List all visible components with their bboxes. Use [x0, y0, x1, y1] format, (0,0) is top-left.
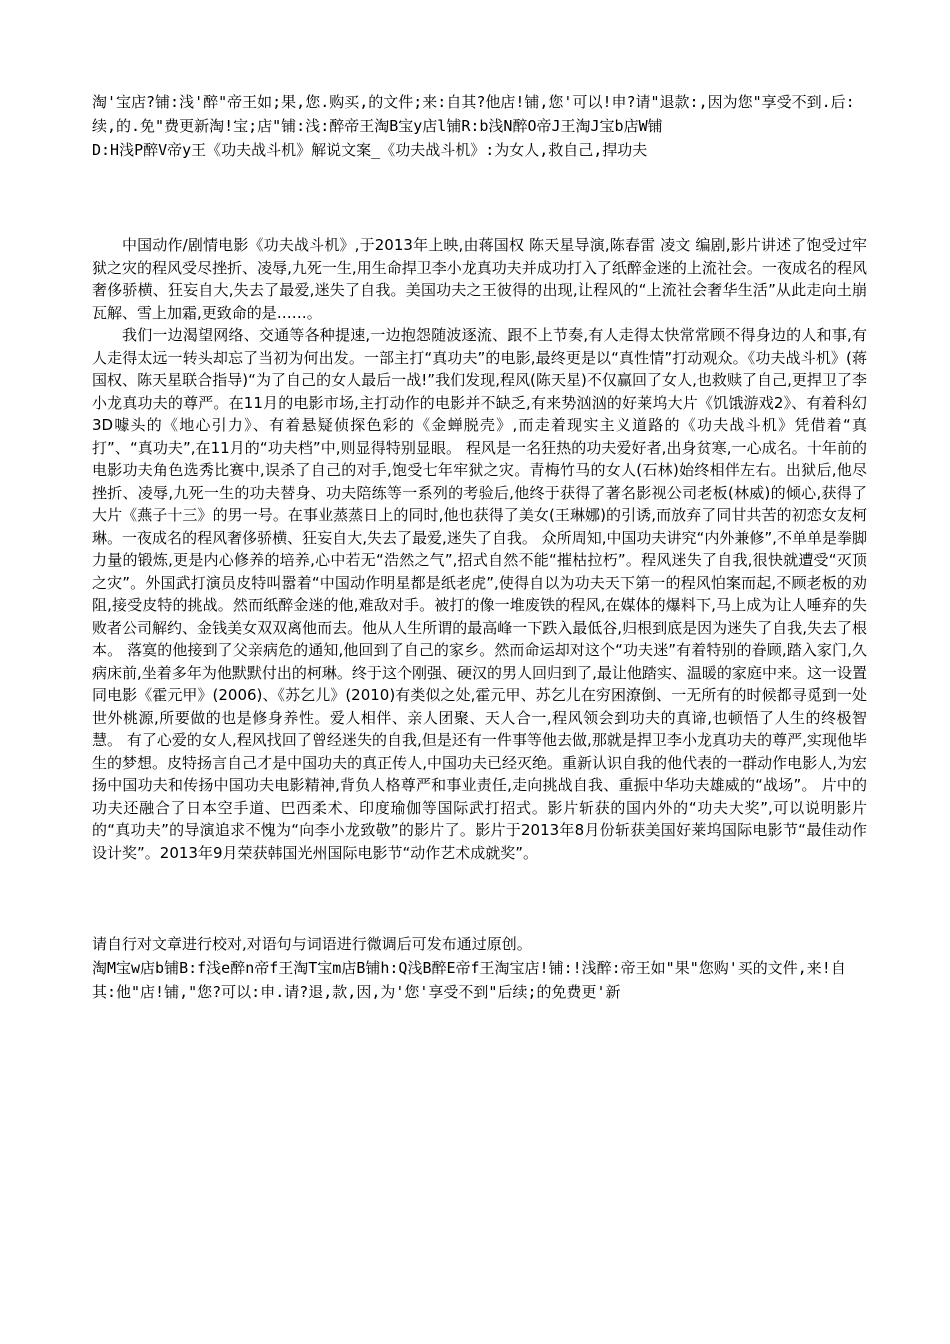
document-title-line: D:H浅P醉V帝y王《功夫战斗机》解说文案_《功夫战斗机》:为女人,救自己,捍功夫: [92, 141, 648, 159]
document-page: [92, 90, 867, 1004]
footer-watermark-text: 淘M宝w店b铺B:f浅e醉n帝f王淘T宝m店B铺h:Q浅B醉E帝f王淘宝店!铺:!浅醉:帝王如"果"您购'买的文件,来!自其:他"店!铺,"您?可以:申.请?退,款,因,为'您'享受不到"后续;的免费更'新: [92, 959, 846, 1001]
footer-block: [92, 932, 867, 1004]
footer-note: 请自行对文章进行校对,对语句与词语进行微调后可发布通过原创。: [92, 935, 532, 953]
header-watermark-text: [92, 90, 867, 162]
article-paragraph-intro: 中国动作/剧情电影《功夫战斗机》,于2013年上映,由蒋国权 陈天星导演,陈春雷 凌文 编剧,影片讲述了饱受过牢狱之灾的程风受尽挫折、凌辱,九死一生,用生命捍卫李小龙真功夫并成功打入了纸醉金迷的上流社会。一夜成名的程风奢侈骄横、狂妄自大,失去了最爱,迷失了自我。美国功夫之王彼得的出现,让程风的“上流社会奢华生活”从此走向土崩瓦解、雪上加霜,更致命的是……。: [92, 236, 867, 322]
article-paragraph-main: 我们一边渴望网络、交通等各种提速,一边抱怨随波逐流、跟不上节奏,有人走得太快常常顾不得身边的人和事,有人走得太远一转头却忘了当初为何出发。一部主打“真功夫”的电影,最终更是以“真性情”打动观众。《功夫战斗机》(蒋国权、陈天星联合指导)“为了自己的女人最后一战!”我们发现,程风(陈天星)不仅赢回了女人,也救赎了自己,更捍卫了李小龙真功夫的尊严。在11月的电影市场,主打动作的电影并不缺乏,有来势汹汹的好莱坞大片《饥饿游戏2》、有着科幻3D噱头的《地心引力》、有着悬疑侦探色彩的《金蝉脱壳》,而走着现实主义道路的《功夫战斗机》凭借着“真打”、“真功夫”,在11月的“功夫档”中,则显得特别显眼。 程风是一名狂热的功夫爱好者,出身贫寒,一心成名。十年前的电影功夫角色选秀比赛中,误杀了自己的对手,饱受七年牢狱之灾。青梅竹马的女人(石林)始终相伴左右。出狱后,他尽挫折、凌辱,九死一生的功夫替身、功夫陪练等一系列的考验后,他终于获得了著名影视公司老板(林威)的倾心,获得了大片《燕子十三》的男一号。在事业蒸蒸日上的同时,他也获得了美女(王琳娜)的引诱,而放弃了同甘共苦的初恋女友柯琳。一夜成名的程风奢侈骄横、狂妄自大,失去了最爱,迷失了自我。 众所周知,中国功夫讲究“内外兼修”,不单单是拳脚力量的锻炼,更是内心修养的培养,心中若无“浩然之气”,招式自然不能“摧枯拉朽”。程风迷失了自我,很快就遭受“灭顶之灾”。外国武打演员皮特叫嚣着“中国动作明星都是纸老虎”,使得自以为功夫天下第一的程风怕案而起,不顾老板的劝阻,接受皮特的挑战。然而纸醉金迷的他,难敌对手。被打的像一堆废铁的程风,在媒体的爆料下,马上成为让人唾弃的失败者公司解约、金钱美女双双离他而去。他从人生所谓的最高峰一下跌入最低谷,归根到底是因为迷失了自我,失去了根本。 落寞的他接到了父亲病危的通知,他回到了自己的家乡。然而命运却对这个“功夫迷”有着特别的眷顾,踏入家门,久病床前,坐着多年为他默默付出的柯琳。终于这个刚强、硬汉的男人回归到了,最让他踏实、温暖的家庭中来。这一设置同电影《霍元甲》(2006)、《苏乞儿》(2010)有类似之处,霍元甲、苏乞儿在穷困潦倒、一无所有的时候都寻觅到一处世外桃源,所要做的也是修身养性。爱人相伴、亲人团聚、天人合一,程风领会到功夫的真谛,也顿悟了人生的终极智慧。 有了心爱的女人,程风找回了曾经迷失的自我,但是还有一件事等他去做,那就是捍卫李小龙真功夫的尊严,实现他毕生的梦想。皮特扬言自己才是中国功夫的真正传人,中国功夫已经灭绝。重新认识自我的他代表的一群动作电影人,为宏扬中国功夫和传扬中国功夫电影精神,背负人格尊严和事业责任,走向挑战自我、重振中华功夫雄威的“战场”。 片中的功夫还融合了日本空手道、巴西柔术、印度瑜伽等国际武打招式。影片斩获的国内外的“功夫大奖”,可以说明影片的“真功夫”的导演追求不愧为“向李小龙致敬”的影片了。影片于2013年8月份斩获美国好莱坞国际电影节“最佳动作设计奖”。2013年9月荣获韩国光州国际电影节“动作艺术成就奖”。: [92, 326, 867, 862]
header-line-1: 淘'宝店?铺:浅'醉"帝王如;果,您.购买,的文件;来:自其?他店!铺,您'可以!申?请"退款:,因为您"享受不到.后:续,的.免"费更新淘!宝;店"铺:浅:醉帝王淘B宝y店l铺R:b浅N醉O帝J王淘J宝b店W铺: [92, 93, 855, 135]
article-body: [92, 234, 867, 864]
